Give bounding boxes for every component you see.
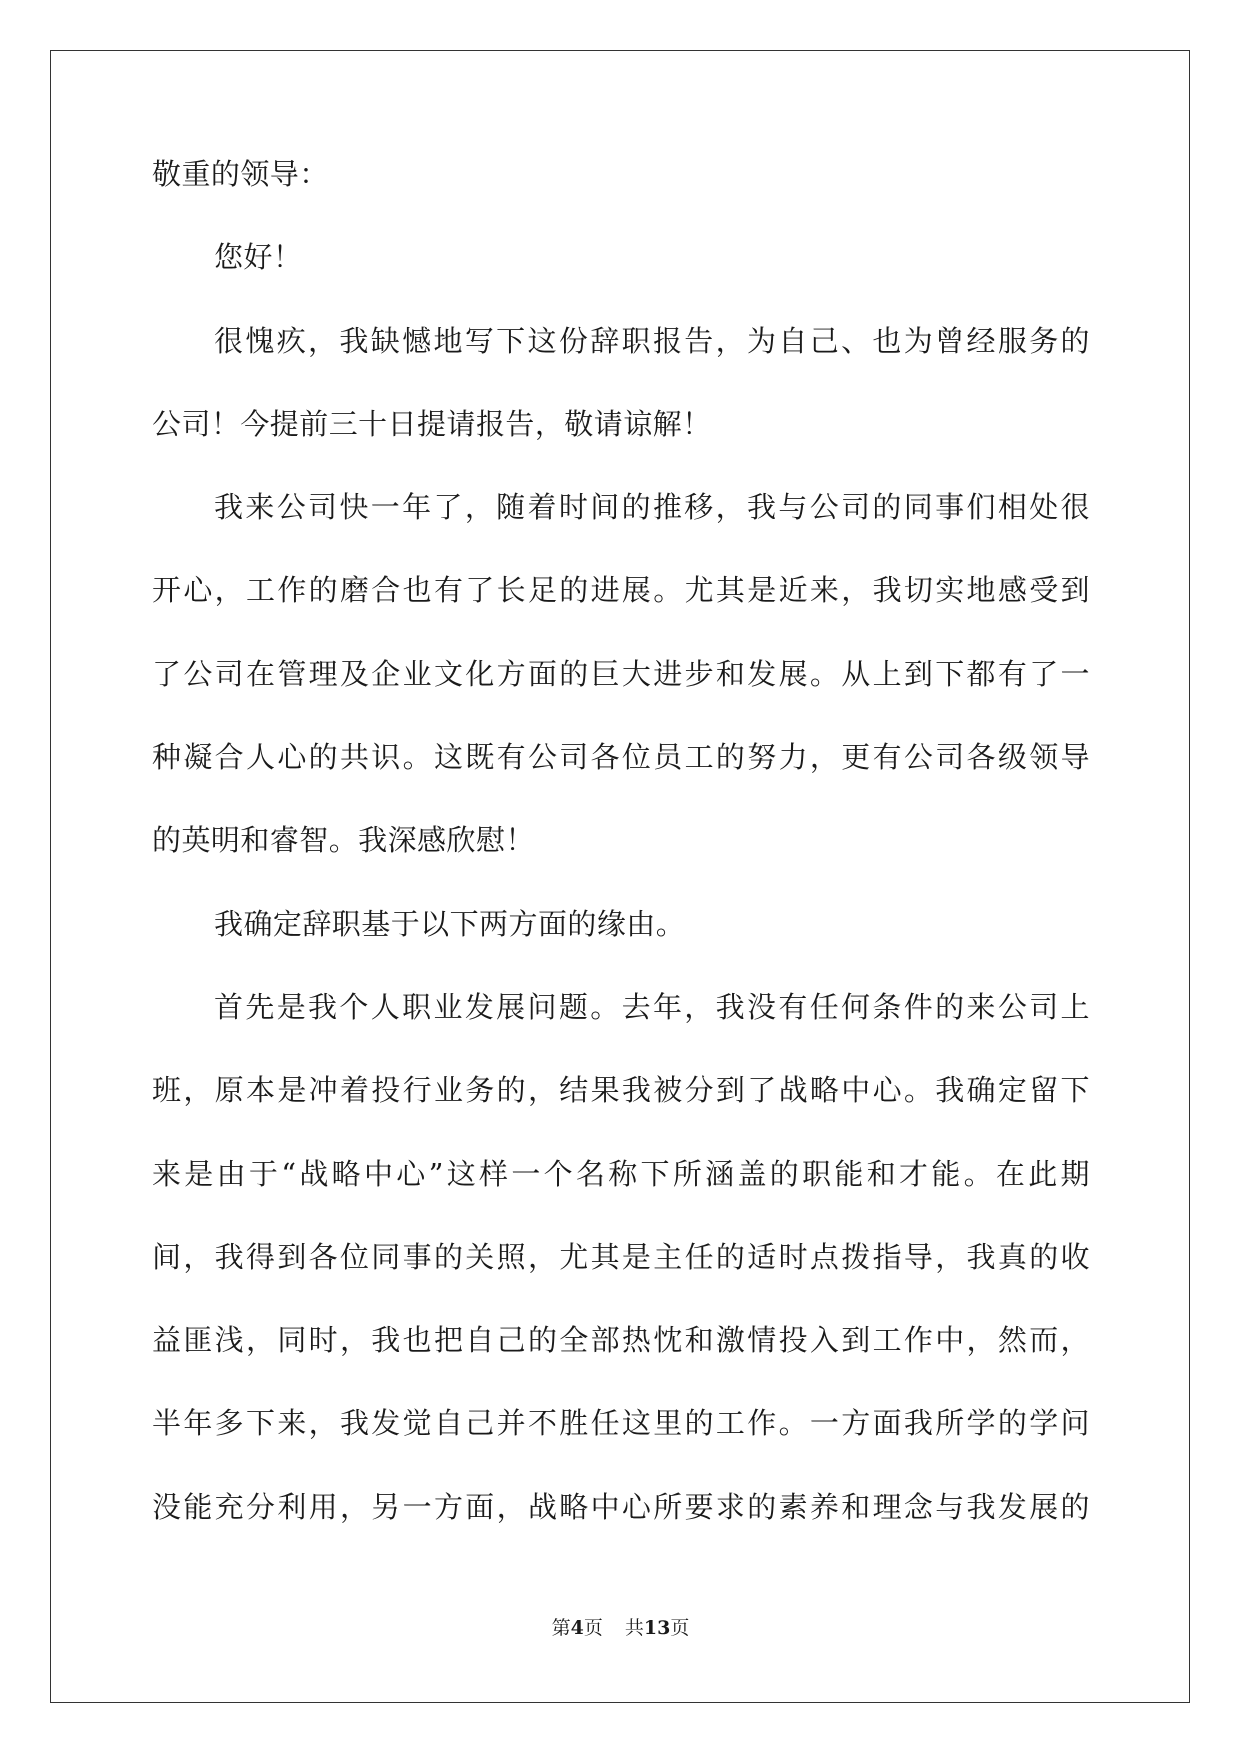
text-line: 没能充分利用，另一方面，战略中心所要求的素养和理念与我发展的 (152, 1489, 1090, 1524)
text-line: 间，我得到各位同事的关照，尤其是主任的适时点拨指导，我真的收 (152, 1239, 1090, 1274)
total-pages: 13 (643, 1617, 671, 1639)
text-line: 公司！今提前三十日提请报告，敬请谅解！ (152, 406, 712, 441)
text-line: 班，原本是冲着投行业务的，结果我被分到了战略中心。我确定留下 (152, 1073, 1090, 1108)
page-prefix: 第 (551, 1617, 571, 1639)
total-prefix: 共 (624, 1617, 644, 1639)
text-line: 来是由于“战略中心”这样一个名称下所涵盖的职能和才能。在此期 (152, 1156, 1090, 1191)
text-line: 我确定辞职基于以下两方面的缘由。 (214, 906, 686, 941)
text-line: 首先是我个人职业发展问题。去年，我没有任何条件的来公司上 (214, 989, 1090, 1024)
text-line: 的英明和睿智。我深感欣慰！ (152, 823, 535, 858)
text-line: 我来公司快一年了，随着时间的推移，我与公司的同事们相处很 (214, 490, 1090, 525)
letter-body (152, 157, 1090, 1576)
text-line: 种凝合人心的共识。这既有公司各位员工的努力，更有公司各级领导 (152, 740, 1090, 775)
text-line: 益匪浅，同时，我也把自己的全部热忱和激情投入到工作中，然而， (152, 1323, 1090, 1358)
page-footer (0, 1617, 1241, 1639)
text-line: 敬重的领导： (152, 157, 329, 191)
text-line: 您好！ (214, 240, 303, 275)
text-line: 很愧疚，我缺憾地写下这份辞职报告，为自己、也为曾经服务的 (214, 323, 1090, 358)
page-number: 4 (570, 1617, 584, 1639)
page-suffix: 页 (583, 1617, 603, 1639)
text-line: 了公司在管理及企业文化方面的巨大进步和发展。从上到下都有了一 (152, 656, 1090, 691)
text-line: 半年多下来，我发觉自己并不胜任这里的工作。一方面我所学的学问 (152, 1406, 1090, 1441)
text-line: 开心，工作的磨合也有了长足的进展。尤其是近来，我切实地感受到 (152, 573, 1090, 608)
total-suffix: 页 (670, 1617, 690, 1639)
